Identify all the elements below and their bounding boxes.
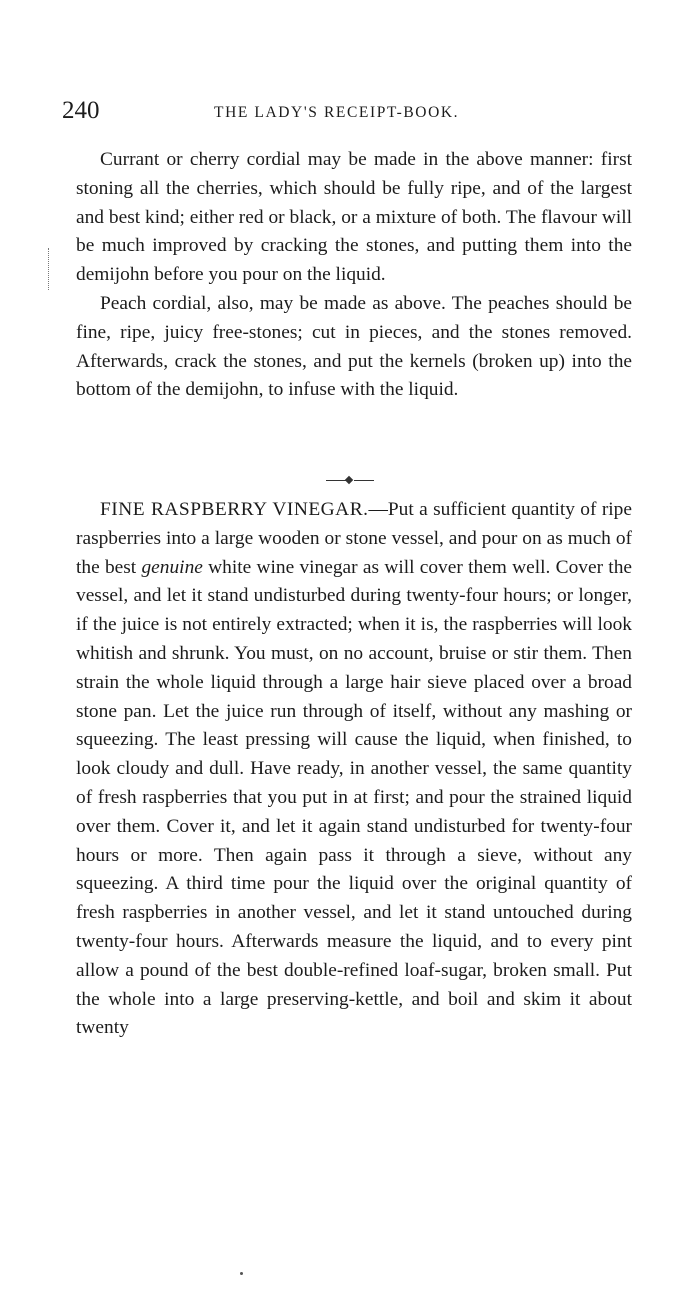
page-header: [62, 96, 642, 128]
page-number: 240: [62, 97, 100, 124]
divider-diamond-icon: [345, 476, 353, 484]
cordial-section: [76, 146, 632, 405]
recipe-text-rest: white wine vinegar as will cover them well. Cover the vessel, and let it stand undisturbed during twenty-four hours; or longer, if the juice is not entirely extracted; when it is, the raspberries will look whitish and shrunk. You must, on no account, bruise or stir them. Then strain the whole liquid through a large hair sieve placed over a broad stone pan. Let the juice run through of itself, without any mashing or squeezing. The least pressing will cause the liquid, when finished, to look cloudy and dull. Have ready, in another vessel, the same quantity of fresh raspberries that you put in at first; and pour the strained liquid over them. Cover it, and let it again stand undisturbed for twenty-four hours or more. Then again pass it through a sieve, without any squeezing. A third time pour the liquid over the original quantity of fresh raspberries in another vessel, and let it stand untouched during twenty-four hours. Afterwards measure the liquid, and to every pint allow a pound of the best double-refined loaf-sugar, broken small. Put the whole into a large preserving-kettle, and boil and skim it about twenty: [76, 556, 632, 1039]
paragraph-raspberry-vinegar: [76, 496, 632, 1043]
page-speck: [240, 1272, 243, 1275]
paragraph-cherry-cordial: Currant or cherry cordial may be made in the above manner: first stoning all the cherries, which should be fully ripe, and of the largest and best kind; either red or black, or a mixture of both. The flavour will be much improved by cracking the stones, and putting them into the demijohn before you pour on the liquid.: [76, 149, 632, 286]
recipe-text-start: —Put a sufficient quantity of ripe raspberries into a large wooden or stone vessel, and pour on as much of the best: [76, 499, 632, 578]
raspberry-vinegar-section: [76, 496, 632, 1043]
divider-line-right: [354, 480, 374, 481]
section-divider: [326, 474, 374, 488]
recipe-heading: FINE RASPBERRY VINEGAR.: [100, 499, 369, 520]
recipe-emphasis: genuine: [141, 556, 203, 578]
paragraph-peach-cordial: Peach cordial, also, may be made as above. The peaches should be fine, ripe, juicy free-stones; cut in pieces, and the stones removed. Afterwards, crack the stones, and put the kernels (broken up) into the bottom of the demijohn, to infuse with the liquid.: [76, 292, 632, 401]
divider-line-left: [326, 480, 346, 481]
margin-mark: [48, 248, 51, 290]
running-title: THE LADY'S RECEIPT-BOOK.: [214, 104, 460, 121]
